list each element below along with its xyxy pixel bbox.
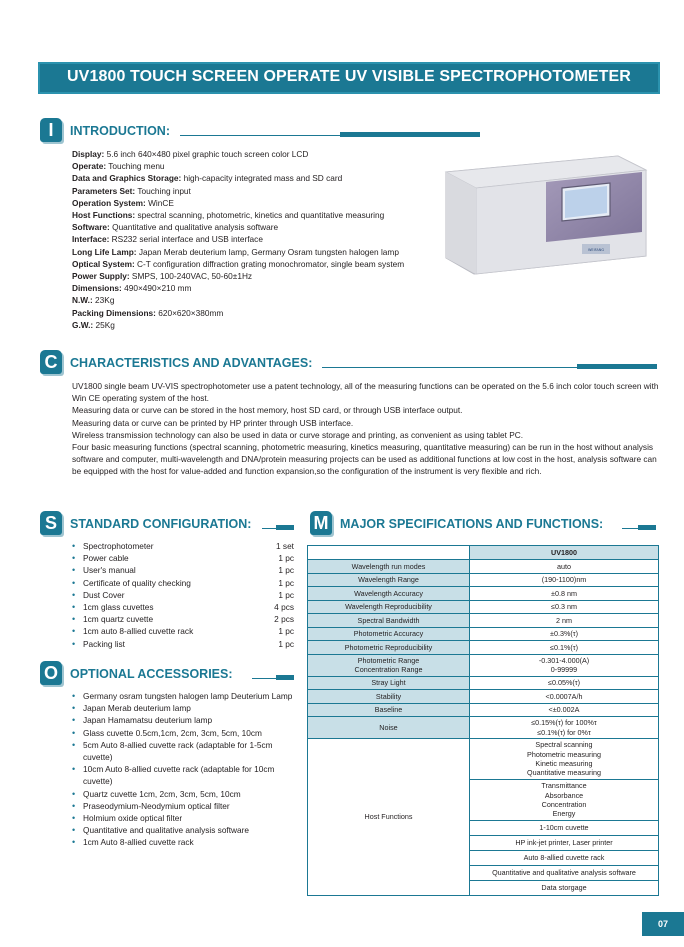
list-item: • User's manual 1 pc [72, 565, 294, 576]
table-row: Data storgage [308, 881, 659, 896]
characteristics-text [72, 380, 662, 478]
intro-row: Display: 5.6 inch 640×480 pixel graphic touch screen color LCD [72, 149, 309, 159]
table-row: Noise ≤0.15%(τ) for 100%τ ≤0.1%(τ) for 0%τ [308, 717, 659, 739]
list-item: • Certificate of quality checking 1 pc [72, 577, 294, 588]
host-functions-label: Host Functions [308, 739, 470, 896]
optional-letter-badge: O [40, 661, 62, 685]
list-item: • 5cm Auto 8-allied cuvette rack (adaptable for 1-5cm cuvette) [72, 739, 273, 763]
list-item: • 10cm Auto 8-allied cuvette rack (adaptable for 10cm cuvette) [72, 764, 275, 787]
page-title: UV1800 TOUCH SCREEN OPERATE UV VISIBLE SPECTROPHOTOMETER [67, 68, 631, 85]
intro-row: Parameters Set: Touching input [72, 185, 191, 196]
standard-heading: STANDARD CONFIGURATION: [70, 517, 252, 531]
table-row: Spectral Bandwidth 2 nm [308, 614, 659, 628]
intro-row: Data and Graphics Storage: high-capacity integrated mass and SD card [72, 173, 343, 184]
characteristics-section-header [40, 350, 662, 376]
list-item: • Dust Cover 1 pc [72, 589, 294, 600]
standard-section-header [40, 511, 300, 537]
major-section-header [310, 511, 662, 537]
standard-config-list [72, 540, 294, 650]
characteristics-rule [322, 367, 577, 368]
characteristics-heading: CHARACTERISTICS AND ADVANTAGES: [70, 356, 313, 370]
intro-letter-badge: I [40, 118, 62, 142]
list-item: • Glass cuvette 0.5cm,1cm, 2cm, 3cm, 5cm, 10cm [72, 727, 262, 738]
standard-rule [262, 528, 276, 529]
table-row: Wavelength Range (190-1100)nm [308, 573, 659, 587]
intro-row: Interface: RS232 serial interface and USB interface [72, 234, 263, 245]
major-heading: MAJOR SPECIFICATIONS AND FUNCTIONS: [340, 517, 604, 531]
table-header-model: UV1800 [470, 546, 659, 560]
list-item: • 1cm glass cuvettes 4 pcs [72, 601, 294, 612]
optional-rule [252, 678, 276, 679]
table-row: Stability <0.0007A/h [308, 690, 659, 704]
intro-row: Packing Dimensions: 620×620×380mm [72, 307, 224, 318]
table-row: Host Functions Spectral scanning Photometric measuring Kinetic measuring Quantitative measuring [308, 739, 659, 780]
page-number: 07 [642, 912, 684, 936]
intro-row: Operate: Touching menu [72, 161, 165, 172]
list-item: • 1cm quartz cuvette 2 pcs [72, 614, 294, 625]
list-item: • Germany osram tungsten halogen lamp Deuterium Lamp [72, 691, 293, 701]
characteristics-paragraph: Wireless transmission technology can also be used in data or curve storage and printing, as convenient as using tablet PC. [72, 429, 524, 440]
spec-table [307, 545, 659, 896]
svg-text:WEIFANG: WEIFANG [587, 248, 605, 252]
optional-bar [276, 675, 294, 680]
intro-bar [340, 132, 480, 137]
major-letter-badge: M [310, 511, 332, 535]
intro-row: Host Functions: spectral scanning, photometric, kinetics and quantitative measuring [72, 210, 385, 221]
table-row: Photometric Accuracy ±0.3%(τ) [308, 627, 659, 641]
table-row: Quantitative and qualitative analysis software [308, 866, 659, 881]
intro-heading: INTRODUCTION: [70, 124, 170, 138]
list-item: • Quartz cuvette 1cm, 2cm, 3cm, 5cm, 10cm [72, 788, 241, 799]
characteristics-paragraph: Measuring data or curve can be stored in the host memory, host SD card, or through USB interface output. [72, 405, 463, 416]
intro-row: Power Supply: SMPS, 100-240VAC, 50-60±1Hz [72, 271, 253, 282]
characteristics-letter-badge: C [40, 350, 62, 374]
table-row: Baseline <±0.002A [308, 703, 659, 717]
table-header-empty [308, 546, 470, 560]
list-item: • Holmium oxide optical filter [72, 813, 183, 824]
table-row: Auto 8-allied cuvette rack [308, 851, 659, 866]
table-header-row [308, 546, 659, 560]
major-rule [622, 528, 638, 529]
optional-section-header [40, 661, 300, 687]
list-item: • 1cm auto 8-allied cuvette rack 1 pc [72, 626, 294, 637]
table-row: Wavelength Accuracy ±0.8 nm [308, 587, 659, 601]
list-item: • Praseodymium-Neodymium optical filter [72, 800, 230, 811]
list-item: • Japan Merab deuterium lamp [72, 703, 191, 714]
intro-row: Optical System: C-T configuration diffraction grating monochromator, single beam system [72, 258, 405, 269]
optional-heading: OPTIONAL ACCESSORIES: [70, 667, 233, 681]
table-row: Wavelength run modes auto [308, 560, 659, 574]
intro-row: Long Life Lamp: Japan Merab deuterium lamp, Germany Osram tungsten halogen lamp [72, 246, 399, 257]
intro-section-header [40, 118, 662, 144]
intro-row: Dimensions: 490×490×210 mm [72, 283, 192, 294]
intro-spec-list [72, 148, 442, 331]
intro-row: Operation System: WinCE [72, 197, 174, 208]
table-row: Wavelength Reproducibility ≤0.3 nm [308, 600, 659, 614]
list-item: • Spectrophotometer 1 set [72, 541, 294, 551]
major-bar [638, 525, 656, 530]
table-row: Photometric Range Concentration Range -0.301-4.000(A) 0-99999 [308, 654, 659, 676]
list-item: • Packing list 1 pc [72, 638, 294, 649]
intro-row: Software: Quantitative and qualitative analysis software [72, 222, 279, 233]
list-item: • Japan Hamamatsu deuterium lamp [72, 715, 213, 726]
table-row: HP ink-jet printer, Laser printer [308, 836, 659, 851]
table-row: 1-10cm cuvette [308, 821, 659, 836]
table-row: Photometric Reproducibility ≤0.1%(τ) [308, 641, 659, 655]
optional-accessories-list [72, 690, 300, 849]
table-row: Stray Light ≤0.05%(τ) [308, 676, 659, 690]
characteristics-paragraph: Four basic measuring functions (spectral scanning, photometric measuring, kinetics measuring, quantitative measuring) can be run in the host without analysis software and computer, multi-wavelength and DNA/protein measuring projects can be used as additional functions at low cost in the host, analysis software can be equipped with the host for value-added and function expansion,so the configuration of the instrument is very flexible and rich. [72, 442, 657, 477]
intro-rule [180, 135, 340, 136]
list-item: • 1cm Auto 8-allied cuvette rack [72, 837, 194, 848]
characteristics-paragraph: UV1800 single beam UV-VIS spectrophotometer use a patent technology, all of the measuring functions can be operated on the 5.6 inch color touch screen with Win CE operating system of the host. [72, 381, 659, 404]
standard-letter-badge: S [40, 511, 62, 535]
characteristics-paragraph: Measuring data or curve can be printed by HP printer through USB interface. [72, 417, 354, 428]
list-item: • Quantitative and qualitative analysis software [72, 825, 250, 836]
characteristics-bar [577, 364, 657, 369]
title-banner [38, 62, 660, 94]
spectrophotometer-product-image [432, 150, 654, 280]
intro-row: N.W.: 23Kg [72, 295, 115, 306]
standard-bar [276, 525, 294, 530]
table-row: Transmittance Absorbance Concentration Energy [308, 780, 659, 821]
intro-row: G.W.: 25Kg [72, 319, 115, 330]
list-item: • Power cable 1 pc [72, 553, 294, 564]
